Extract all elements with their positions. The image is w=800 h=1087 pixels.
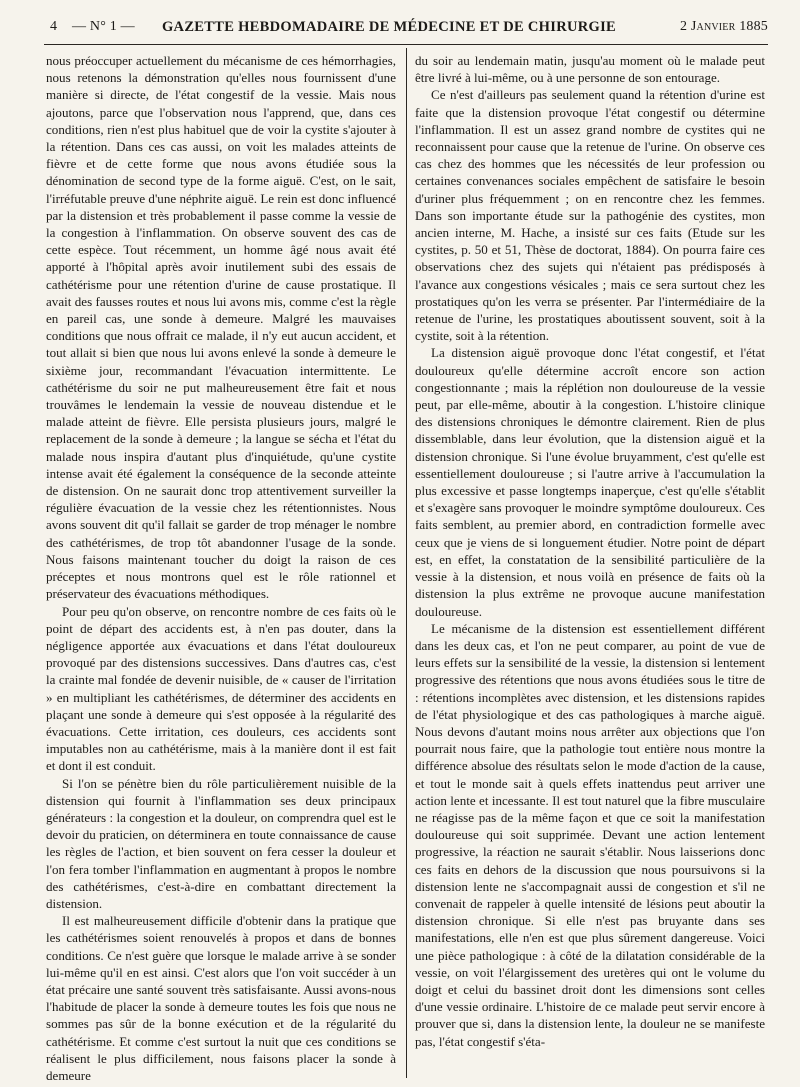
paragraph: Il est malheureusement difficile d'obtenir dans la pratique que les cathétérismes soient renouvelés à propos et dans de bonnes conditions. Ce n'est guère que lorsque le malade arrive à se sonder lui-même qu'il en est ainsi. C'est alors que l'on voit succéder à un état précaire une santé souvent très satisfaisante. Aussi avons-nous l'habitude de placer la sonde à demeure toutes les fois que nous ne sommes pas sûr de la bonne exécution et de la régularité du cathétérisme. Et comme c'est surtout la nuit que ces conditions se réalisent le plus difficilement, nous faisons placer la sonde à demeure — [46, 913, 396, 1082]
journal-title: GAZETTE HEBDOMADAIRE DE MÉDECINE ET DE CHIRURGIE — [161, 18, 617, 35]
paragraph: La distension aiguë provoque donc l'état congestif, et l'état douloureux qu'elle détermine accroît encore son action congestionnante ; mais la réplétion non douloureuse de la vessie peut, par elle-même, aboutir à la congestion. L'histoire clinique des distensions chroniques le démontre clairement. Rien de plus dissemblable, dans leur évolution, que la distension aiguë et la distension chronique. Si l'une évolue bruyamment, c'est qu'elle est essentiellement douloureuse ; si l'autre arrive à l'accumulation la plus excessive et passe longtemps inaperçue, c'est qu'elle s'établit et s'exagère sans provoquer le moindre symptôme douloureux. Ces faits semblent, au premier abord, en contradiction formelle avec ceux que je viens de si longuement étudier. Notre point de départ est, en effet, la constatation de la sensibilité particulière de la vessie à la distension, et nous voilà en présence de faits où la distension la plus extrême ne provoque aucune manifestation douloureuse. — [415, 345, 765, 619]
column-divider — [406, 48, 407, 1078]
running-header — [50, 14, 768, 40]
paragraph: Pour peu qu'on observe, on rencontre nombre de ces faits où le point de départ des accidents est, à n'en pas douter, dans la négligence apportée aux évacuations et dans l'état douloureux provoqué par des distensions successives. Dans d'autres cas, c'est la crainte mal fondée de devenir nuisible, de « causer de l'irritation » en multipliant les cathétérismes, de déterminer des accidents en plaçant une sonde à demeure qui s'est opposée à la régularité des évacuations. Cette irritation, ces douleurs, ces accidents sont imputables non au cathétérisme, mais à la manière dont il est fait et dont il est conduit. — [46, 603, 396, 774]
right-column — [415, 52, 765, 1082]
paragraph: nous préoccuper actuellement du mécanisme de ces hémorrhagies, nous retenons la démonstration qu'elles nous fournissent d'une manière si directe, de l'état congestif de la vessie. Mais nous ajoutons, parce que l'observation nous l'apprend, que, dans ces conditions, rien n'est plus habituel que de voir la cystite s'ajouter à la rétention. Dans ces cas aussi, on voit les malades atteints de fièvre et de cette forme que nous avons étudiée sous la dénomination de second type de la forme aiguë. C'est, on le sait, l'irréfutable preuve d'une néphrite aiguë. Le rein est donc influencé par la distension et très probablement il passe comme la vessie de la congestion à l'inflammation. On observe souvent des cas de cette espèce. Tout récemment, un homme âgé nous avait été apporté à l'hôpital après avoir inutilement subi des essais de cathétérisme pour une rétention d'urine de cause prostatique. Il avait des fausses routes et nous lui avons mis, comme c'est la règle en pareil cas, une sonde à demeure. Malgré les mauvaises conditions que nous offrait ce malade, il n'y eut aucun accident, et tout allait si bien que nous lui avons enlevé la sonde à demeure le sixième jour, recommandant l'évacuation intermittente. Le cathétérisme du soir ne put malheureusement être fait et nous trouvâmes le lendemain la vessie de nouveau distendue et le malade atteint de fièvre. Elle persista plusieurs jours, malgré le replacement de la sonde à demeure ; la langue se sécha et l'état du malade nous inspira d'autant plus d'inquiétude, qu'une cystite intense avait été également la conséquence de la seconde atteinte de distension. On ne saurait donc trop attentivement surveiller la régulière évacuation de la vessie chez les rétentionnistes. Nous avons souvent dit qu'il fallait se garder de trop ménager le nombre des cathétérismes, de trop tôt abandonner l'usage de la sonde. Nous faisons maintenant toucher du doigt la raison de ces préceptes et nous montrons quel est le rôle rationnel et préservateur des évacuations méthodiques. — [46, 53, 396, 602]
header-rule — [44, 44, 768, 45]
left-column — [46, 52, 396, 1082]
paragraph: du soir au lendemain matin, jusqu'au moment où le malade peut être livré à lui-même, ou à une personne de son entourage. — [415, 53, 765, 86]
paragraph: Le mécanisme de la distension est essentiellement différent dans les deux cas, et l'on ne peut comparer, au point de vue de leurs effets sur la sensibilité de la vessie, la distension si lentement progressive des rétentions que nous avons étudiées sous le titre de : rétentions incomplètes avec distension, et les distensions rapides de l'état physiologique et des cas pathologiques à marche aiguë. Nous devons d'autant moins nous arrêter aux objections que l'on pourrait nous faire, que la pathologie tout entière nous montre la différence absolue des résultats selon le mode d'action de la cause, et tout le monde sait à quels effets inattendus peut arriver une action lente et incessante. Il est tout naturel que la fibre musculaire ne réagisse pas de la même façon et que ce soit la manifestation douloureuse qui soit supprimée. Devant une action lentement progressive, la réaction ne saurait s'établir. Nous laisserions donc ces faits en dehors de la discussion que nous poursuivons si la distension lente ne s'accompagnait aussi de congestion et s'il ne convenait de rappeler à quelle intensité de lésions peut aboutir la distension chronique. Si elle n'est pas bruyante dans ses manifestations, elle n'en est que plus sûrement dangereuse. Voici une pièce pathologique : à côté de la dilatation considérable de la vessie, on voit l'élargissement des uretères qui ont le volume du doigt et celui du bassinet droit dont les dimensions sont celles d'une vessie ordinaire. L'histoire de ce malade peut servir encore à prouver que si, dans la distension lente, la douleur ne se manifeste pas, l'état congestif s'éta- — [415, 620, 765, 1049]
paragraph: Ce n'est d'ailleurs pas seulement quand la rétention d'urine est faite que la distension provoque l'état congestif ou détermine l'inflammation. Il est un assez grand nombre de cystites qui ne reconnaissent pour cause que la retenue de l'urine. On observe ces cas chez des hommes que les nécessités de leur profession ou certaines convenances sociales empêchent de satisfaire le besoin d'uriner plus fréquemment ; on en rencontre chez les femmes. Dans son importante étude sur la pathogénie des cystites, mon ancien interne, M. Hache, a insisté sur ces faits (Etude sur les cystites, p. 50 et 51, Thèse de doctorat, 1884). On pourra faire ces observations chez des sujets qui n'étaient pas prédisposés à l'avance aux congestions vésicales ; mais ce sera surtout chez les prostatiques qu'on les verra se présenter. Par l'intermédiaire de la retenue de l'urine, les prostatiques aboutissent souvent, soit à la cystite, soit à la rétention. — [415, 87, 765, 344]
issue-date: 2 Janvier 1885 — [679, 19, 768, 34]
issue-number: — N° 1 — — [72, 19, 135, 34]
page-number: 4 — [50, 19, 58, 34]
paragraph: Si l'on se pénètre bien du rôle particulièrement nuisible de la distension qui fournit à l'inflammation ses deux principaux générateurs : la congestion et la douleur, on comprendra quel est le devoir du praticien, on déterminera en toute connaissance de cause les règles de l'action, et bien souvent on fera cesser la douleur et l'on fera tomber l'inflammation en augmentant à propos le nombre des cathétérismes, c'est-à-dire en combattant directement la distension. — [46, 775, 396, 911]
